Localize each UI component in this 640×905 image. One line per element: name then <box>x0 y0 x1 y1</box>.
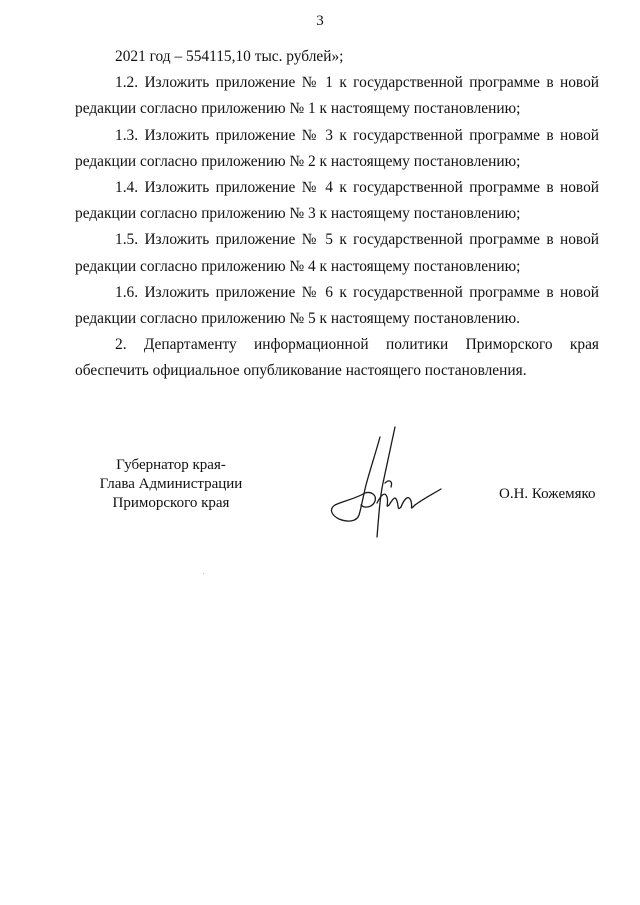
item-1-4-line-1: 1.4. Изложить приложение № 4 к государственной программе в новой <box>115 179 599 197</box>
item-1-6-line-2: редакции согласно приложению № 5 к настоящему постановлению. <box>75 310 520 328</box>
paragraph-continuation-line: 2021 год – 554115,10 тыс. рублей»; <box>115 48 344 65</box>
item-1-6-line-1: 1.6. Изложить приложение № 6 к государственной программе в новой <box>115 283 599 301</box>
item-1-2-line-1: 1.2. Изложить приложение № 1 к государственной программе в новой <box>115 74 599 92</box>
document-body <box>75 44 599 385</box>
signatory-position-line: Приморского края <box>112 495 230 511</box>
item-1-3-line-2: редакции согласно приложению № 2 к настоящему постановлению; <box>75 152 521 170</box>
scan-speck <box>203 573 204 574</box>
item-1-5-line-1: 1.5. Изложить приложение № 5 к государственной программе в новой <box>115 231 599 249</box>
item-1-4-line-2: редакции согласно приложению № 3 к настоящему постановлению; <box>75 205 521 223</box>
signatory-position <box>78 456 264 513</box>
item-1-5-line-2: редакции согласно приложению № 4 к настоящему постановлению; <box>75 257 521 275</box>
item-2-line-2: обеспечить официальное опубликование настоящего постановления. <box>75 362 527 380</box>
page-number: 3 <box>316 13 324 29</box>
signatory-position-line: Глава Администрации <box>99 476 243 492</box>
signatory-position-line: Губернатор края- <box>116 457 226 473</box>
item-2-line-1: 2. Департаменту информационной политики Приморского края <box>115 336 599 354</box>
item-1-3-line-1: 1.3. Изложить приложение № 3 к государственной программе в новой <box>115 126 599 144</box>
signer-name: О.Н. Кожемяко <box>499 486 596 502</box>
item-1-2-line-2: редакции согласно приложению № 1 к настоящему постановлению; <box>75 100 521 118</box>
handwritten-signature <box>325 425 445 540</box>
